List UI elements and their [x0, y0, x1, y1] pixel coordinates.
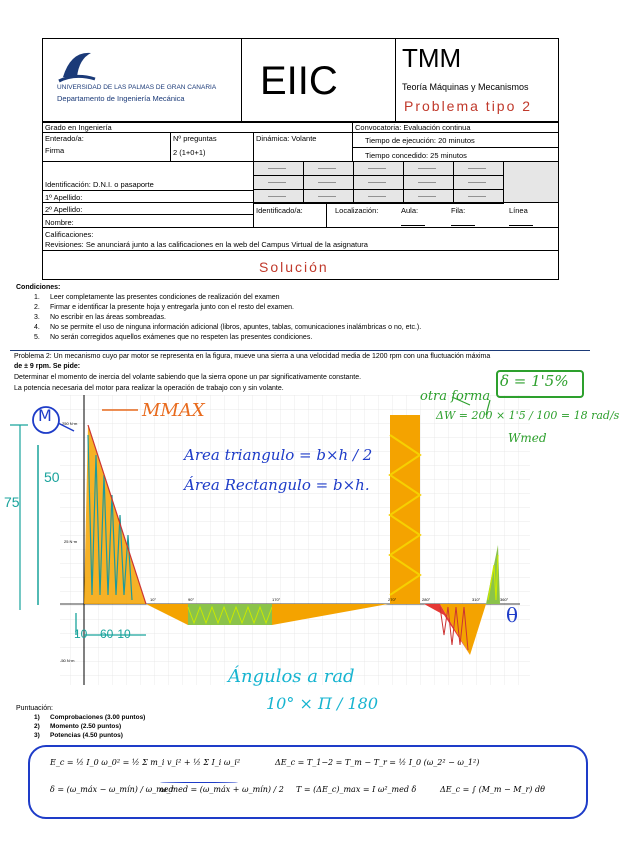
- area-rectangulo-label: Área Rectangulo = b×h.: [184, 476, 370, 494]
- num-preguntas-cell: [170, 132, 254, 162]
- apellido2-label: 2º Apellido:: [45, 205, 83, 214]
- aula-label: Aula:: [401, 206, 419, 215]
- grid-dash: ---------: [318, 180, 336, 186]
- fila-field[interactable]: [451, 225, 475, 226]
- apellido1-label: 1º Apellido:: [45, 193, 83, 202]
- x-tick-label: 10°: [150, 597, 157, 602]
- grid-dash: ---------: [468, 194, 486, 200]
- convocatoria-label: Convocatoria: Evaluación continua: [355, 123, 471, 132]
- grid-dash: ---------: [468, 180, 486, 186]
- shaded-grid-cell: [253, 175, 304, 190]
- dinamica-label: Dinámica: Volante: [256, 134, 317, 143]
- scoring-item: Momento (2.50 puntos): [50, 723, 122, 730]
- formula-kinetic-energy: E_c = ½ I_0 ω_0² = ½ Σ m_i v_i² + ½ Σ I_i ω_i²: [50, 758, 241, 767]
- scoring-item: Potencias (4.50 puntos): [50, 732, 123, 739]
- grid-dash: ---------: [268, 166, 286, 172]
- tiempo-ejecucion-label: Tiempo de ejecución: 20 minutos: [365, 136, 475, 145]
- num-preguntas-label: Nº preguntas: [173, 134, 217, 143]
- firma-label: Firma: [45, 146, 65, 155]
- problem-line-2: de ± 9 rpm. Se pide:: [14, 363, 81, 370]
- problem-divider: [10, 350, 590, 351]
- dni-label: Identificación: D.N.I. o pasaporte: [45, 180, 154, 189]
- x-tick-label: 310°: [472, 597, 481, 602]
- grado-label: Grado en Ingeniería: [45, 123, 112, 132]
- revisiones-label: Revisiones: Se anunciará junto a las calificaciones en la web del Campus Virtual de la asignatura: [45, 240, 368, 249]
- scoring-title: Puntuación:: [16, 705, 53, 712]
- theta-label: θ: [506, 603, 519, 627]
- grid-dash: ---------: [418, 166, 436, 172]
- aula-field[interactable]: [401, 225, 425, 226]
- solucion-cell: [42, 250, 559, 280]
- y-label-top: 250 N·m: [62, 421, 78, 426]
- university-name: UNIVERSIDAD DE LAS PALMAS DE GRAN CANARIA: [57, 84, 217, 91]
- area-triangulo-label: Area triangulo = b×h / 2: [184, 446, 373, 464]
- condition-number: 5.: [34, 334, 40, 341]
- identificado-cell: [253, 202, 327, 228]
- omega-med-underline: [160, 782, 238, 783]
- x-tick-label: 170°: [272, 597, 281, 602]
- grid-dash: ---------: [368, 194, 386, 200]
- condition-number: 2.: [34, 304, 40, 311]
- delta-w-label: ΔW = 200 × 1'5 / 100 = 18 rad/s: [436, 409, 619, 422]
- grid-dash: ---------: [368, 166, 386, 172]
- grid-dash: ---------: [318, 166, 336, 172]
- x-tick-label: 280°: [422, 597, 431, 602]
- tiempo-concedido-cell: [352, 147, 559, 162]
- condition-item: No serán corregidos aquellos exámenes que no respeten las presentes condiciones.: [50, 334, 313, 341]
- problem-line-4: La potencia necesaria del motor para realizar la operación de trabajo con y sin volante.: [14, 385, 284, 392]
- formula-delta-s: δ = (ω_máx − ω_mín) / ω_med: [50, 785, 174, 794]
- problem-line-1: Problema 2: Un mecanismo cuyo par motor se representa en la figura, mueve una sierra a una velocidad media de 1200 rpm con una fluctuación máxima: [14, 353, 491, 360]
- condition-item: No escribir en las áreas sombreadas.: [50, 314, 166, 321]
- m-circled-label: M: [38, 406, 52, 425]
- x-tick-label: 360°: [500, 597, 509, 602]
- grid-dash: ---------: [268, 180, 286, 186]
- grid-dash: ---------: [318, 194, 336, 200]
- sixty-label: 60-10: [100, 627, 131, 641]
- enterado-cell[interactable]: [42, 132, 171, 162]
- conditions-title: Condiciones:: [16, 284, 61, 291]
- formula-omega-med: ω_med = (ω_máx + ω_mín) / 2: [160, 785, 284, 794]
- shaded-grid-cell: [353, 161, 404, 176]
- num-preguntas-value: 2 (1+0+1): [173, 148, 206, 157]
- scoring-number: 3): [34, 732, 40, 739]
- grid-dash: ---------: [268, 194, 286, 200]
- seventy-label: 75: [4, 494, 20, 510]
- solucion-label: Solución: [259, 259, 329, 275]
- condition-item: Leer completamente las presentes condiciones de realización del examen: [50, 294, 280, 301]
- tiempo-ejecucion-cell: [352, 132, 559, 148]
- scoring-item: Comprobaciones (3.00 puntos): [50, 714, 146, 721]
- condition-number: 3.: [34, 314, 40, 321]
- shaded-grid-cell: [253, 161, 304, 176]
- condition-item: Firmar e identificar la presente hoja y entregarla junto con el resto del examen.: [50, 304, 294, 311]
- calificaciones-label: Calificaciones:: [45, 230, 94, 239]
- shaded-grid-cell: [403, 161, 454, 176]
- identificado-label: Identificado/a:: [256, 206, 303, 215]
- bracket-75: [10, 425, 28, 610]
- conversion-label: 10° × Π / 180: [266, 694, 378, 713]
- formula-box: [28, 745, 588, 819]
- header-logo-box: [42, 38, 242, 122]
- dni-cell[interactable]: [42, 161, 254, 191]
- delta-s-label: δ = 1'5%: [500, 372, 569, 390]
- course-name: Teoría Máquinas y Mecanismos: [402, 82, 529, 92]
- y-label-low: -50 N·m: [60, 658, 75, 663]
- calificaciones-cell: [42, 227, 559, 251]
- school-name: EIIC: [260, 59, 338, 103]
- linea-field[interactable]: [509, 225, 533, 226]
- nombre-cell[interactable]: [42, 214, 254, 228]
- fila-label: Fila:: [451, 206, 466, 215]
- formula-delta-energy: ΔE_c = T_1−2 = T_m − T_r = ½ I_0 (ω_2² − ω_1²): [275, 758, 480, 767]
- scoring-number: 2): [34, 723, 40, 730]
- problem-title: Problema tipo 2: [404, 98, 533, 114]
- problem-line-3: Determinar el momento de inercia del volante sabiendo que la sierra opone un par significativamente constante.: [14, 374, 362, 381]
- y-label-mid: 25 N·m: [64, 539, 78, 544]
- angulos-label: Ángulos a rad: [228, 666, 355, 687]
- localizacion-cell: [326, 202, 559, 228]
- tall-orange-rect: [390, 415, 420, 604]
- ten-label: 10: [74, 627, 88, 641]
- shaded-grid-cell: [403, 175, 454, 190]
- shaded-grid-cell: [303, 175, 354, 190]
- university-logo-icon: [57, 47, 97, 83]
- fifty-label: 50: [44, 469, 60, 485]
- otra-forma-label: otra forma: [420, 389, 491, 404]
- nombre-label: Nombre:: [45, 218, 74, 227]
- grid-dash: ---------: [368, 180, 386, 186]
- dinamica-cell: [253, 132, 353, 162]
- x-tick-label: 90°: [188, 597, 195, 602]
- grid-dash: ---------: [418, 180, 436, 186]
- department-name: Departamento de Ingeniería Mecánica: [57, 94, 185, 103]
- course-box: [395, 38, 559, 122]
- formula-integral: ΔE_c = ∫ (M_m − M_r) dθ: [440, 785, 545, 794]
- course-code: TMM: [402, 43, 462, 73]
- shaded-grid-cell: [303, 161, 354, 176]
- wmed-label: Wmed: [508, 431, 547, 445]
- shaded-grid-cell: [353, 175, 404, 190]
- tiempo-concedido-label: Tiempo concedido: 25 minutos: [365, 151, 467, 160]
- x-tick-label: 270°: [388, 597, 397, 602]
- linea-label: Línea: [509, 206, 528, 215]
- condition-item: No se permite el uso de ninguna información adicional (libros, apuntes, tablas, comunicaciones inalámbricas o no, etc.).: [50, 324, 422, 331]
- condition-number: 4.: [34, 324, 40, 331]
- localizacion-label: Localización:: [335, 206, 379, 215]
- shaded-grid-cell: [453, 161, 504, 176]
- scoring-number: 1): [34, 714, 40, 721]
- enterado-label: Enterado/a:: [45, 134, 84, 143]
- condition-number: 1.: [34, 294, 40, 301]
- grid-dash: ---------: [418, 194, 436, 200]
- shaded-grid-cell: [453, 175, 504, 190]
- mmax-label: MMAX: [142, 400, 205, 421]
- school-box: [241, 38, 396, 122]
- formula-work: T = (ΔE_c)_max = I ω²_med δ: [296, 785, 417, 794]
- grid-dash: ---------: [468, 166, 486, 172]
